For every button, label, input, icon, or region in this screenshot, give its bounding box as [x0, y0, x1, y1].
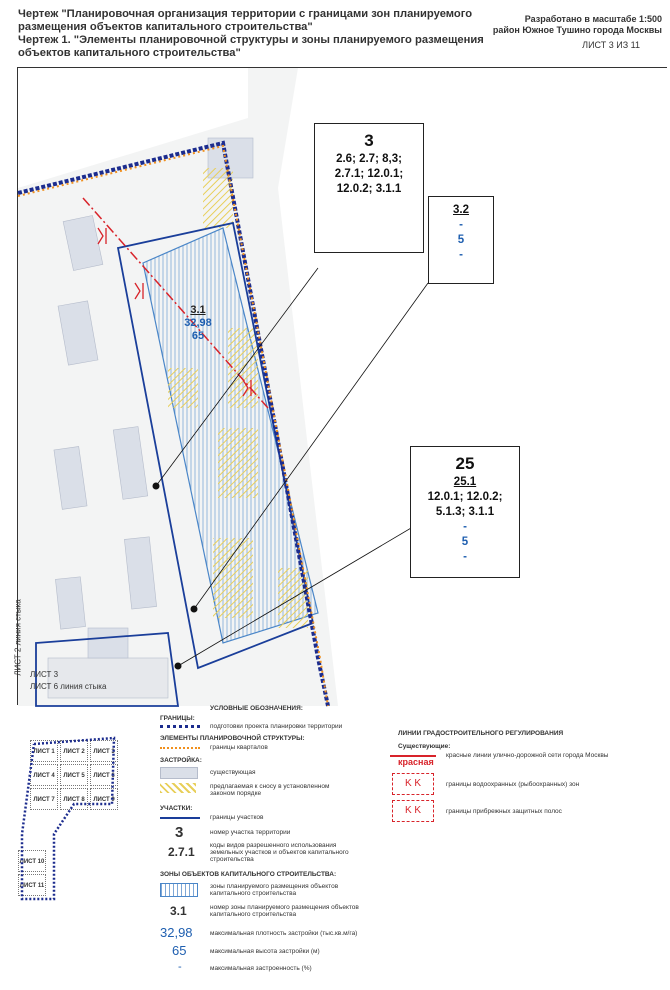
callout-plot-number: 3 — [364, 131, 374, 150]
legend-borders-heading: ГРАНИЦЫ: — [160, 715, 195, 722]
project-boundary-swatch — [160, 725, 200, 731]
sheet-cell: ЛИСТ 5 — [60, 764, 88, 786]
legend-building-existing: существующая — [210, 769, 256, 776]
edge-label-sheet-6: ЛИСТ 6 линия стыка — [30, 682, 107, 691]
legend-zone-number-sample: 3.1 — [170, 904, 187, 918]
legend-lines-subheading: Существующие: — [398, 743, 451, 750]
sheet-cell: ЛИСТ 2 — [60, 740, 88, 762]
legend-elements-heading: ЭЛЕМЕНТЫ ПЛАНИРОВОЧНОЙ СТРУКТУРЫ: — [160, 735, 305, 742]
callout-code-line: 5.1.3; 3.1.1 — [435, 506, 495, 518]
document-title — [18, 8, 488, 60]
edge-label-sheet-3: ЛИСТ 3 — [30, 670, 59, 679]
callout-zone-3-2 — [428, 196, 494, 284]
callout-plot-number: 25 — [455, 454, 475, 473]
legend-plots-text: границы участков — [210, 814, 264, 821]
callout-code-line: 12.0.1; 12.0.2; — [427, 491, 503, 503]
existing-building-swatch — [160, 767, 198, 779]
sheet-cell: ЛИСТ 4 — [30, 764, 58, 786]
sheet-cell: ЛИСТ 10 — [18, 850, 46, 872]
sheet-number: ЛИСТ 3 ИЗ 11 — [582, 40, 640, 50]
title-line-2: размещения объектов капитального строительства" — [18, 21, 313, 33]
legend-plots-heading: УЧАСТКИ: — [160, 805, 193, 812]
coastal-strip-swatch: K K — [392, 800, 434, 822]
sheet-cell: ЛИСТ 1 — [30, 740, 58, 762]
legend-plot-code-sample: 2.7.1 — [168, 845, 195, 859]
legend-title: УСЛОВНЫЕ ОБОЗНАЧЕНИЯ: — [210, 705, 303, 712]
legend-coastal-strip-text: границы прибрежных защитных полос — [446, 808, 562, 815]
legend-building-heading: ЗАСТРОЙКА: — [160, 757, 202, 764]
legend-zones-heading: ЗОНЫ ОБЪЕКТОВ КАПИТАЛЬНОГО СТРОИТЕЛЬСТВА: — [160, 871, 337, 878]
callout-plot-3 — [314, 123, 424, 253]
water-zone-swatch: K K — [392, 773, 434, 795]
demolition-swatch — [160, 783, 196, 793]
legend-plot-number-sample: 3 — [175, 824, 184, 841]
plot-boundary-swatch — [160, 817, 200, 819]
legend-density-sample: 32,98 — [160, 925, 193, 940]
zone-label-3-1 — [168, 304, 228, 343]
title-line-4: объектов капитального строительства" — [18, 47, 241, 59]
legend-zone-number-desc: номер зоны планируемого размещения объектов капитального строительства — [210, 904, 359, 918]
callout-height: 5 — [461, 536, 469, 548]
callout-density: - — [459, 219, 463, 231]
legend-zones-text: зоны планируемого размещения объектов капитального строительства — [210, 883, 339, 897]
legend-height-desc: максимальная высота застройки (м) — [210, 948, 320, 955]
zone-density: 32,98 — [184, 317, 212, 329]
sheet-cell: ЛИСТ 9 — [90, 788, 118, 810]
callout-percent: - — [463, 551, 467, 563]
callout-zone-number: 25.1 — [453, 476, 477, 488]
quarter-boundary-swatch — [160, 747, 200, 749]
scale-line-1: Разработано в масштабе 1:500 — [524, 14, 662, 24]
callout-plot-25 — [410, 446, 520, 578]
callout-density: - — [463, 521, 467, 533]
legend-water-zone-text: границы водоохранных (рыбоохранных) зон — [446, 781, 580, 788]
legend-lines-heading: ЛИНИИ ГРАДОСТРОИТЕЛЬНОГО РЕГУЛИРОВАНИЯ — [398, 730, 564, 737]
legend-building-demolition: предлагаемая к сносу в установленном законом порядке — [210, 783, 330, 797]
title-line-3: Чертеж 1. "Элементы планировочной структуры и зоны планируемого размещения — [18, 34, 484, 46]
legend — [0, 705, 670, 990]
scale-line-2: район Южное Тушино города Москвы — [492, 25, 662, 35]
sheet-cell: ЛИСТ 7 — [30, 788, 58, 810]
callout-zone-number: 3.2 — [453, 204, 469, 216]
sheet-cell: ЛИСТ 6 — [90, 764, 118, 786]
legend-elements-text: границы кварталов — [210, 744, 268, 751]
callout-percent: - — [459, 249, 463, 261]
title-line-1: Чертеж "Планировочная организация территории с границами зон планируемого — [18, 8, 473, 20]
zone-height: 65 — [191, 330, 205, 342]
legend-plot-number-desc: номер участка территории — [210, 829, 291, 836]
planned-zone-swatch — [160, 883, 198, 897]
edge-label-sheet-2: ЛИСТ 2 линия стыка — [13, 599, 23, 676]
callout-height: 5 — [457, 234, 465, 246]
legend-plot-code-desc: коды видов разрешенного использования земельных участков и объектов капитального строительства — [210, 842, 349, 863]
sheet-cell: ЛИСТ 11 — [18, 874, 46, 896]
red-line-word: красная — [398, 757, 434, 767]
legend-height-sample: 65 — [172, 943, 187, 958]
zone-number: 3.1 — [190, 304, 206, 316]
callout-code-line: 2.7.1; 12.0.1; — [334, 168, 404, 180]
callout-code-line: 2.6; 2.7; 8,3; — [336, 153, 402, 165]
legend-percent-sample: - — [178, 961, 182, 973]
sheet-cell: ЛИСТ 3 — [90, 740, 118, 762]
callout-code-line: 12.0.2; 3.1.1 — [336, 183, 402, 195]
legend-red-lines-text: красные линии улично-дорожной сети города Москвы — [446, 752, 609, 759]
legend-borders-text: подготовки проекта планировки территории — [210, 723, 343, 730]
legend-percent-desc: максимальная застроенность (%) — [210, 965, 312, 972]
scale-info — [493, 14, 662, 36]
map-frame — [13, 67, 667, 705]
sheet-cell: ЛИСТ 8 — [60, 788, 88, 810]
sheet-index-outline — [14, 734, 124, 904]
legend-density-desc: максимальная плотность застройки (тыс.кв.м/га) — [210, 930, 358, 937]
